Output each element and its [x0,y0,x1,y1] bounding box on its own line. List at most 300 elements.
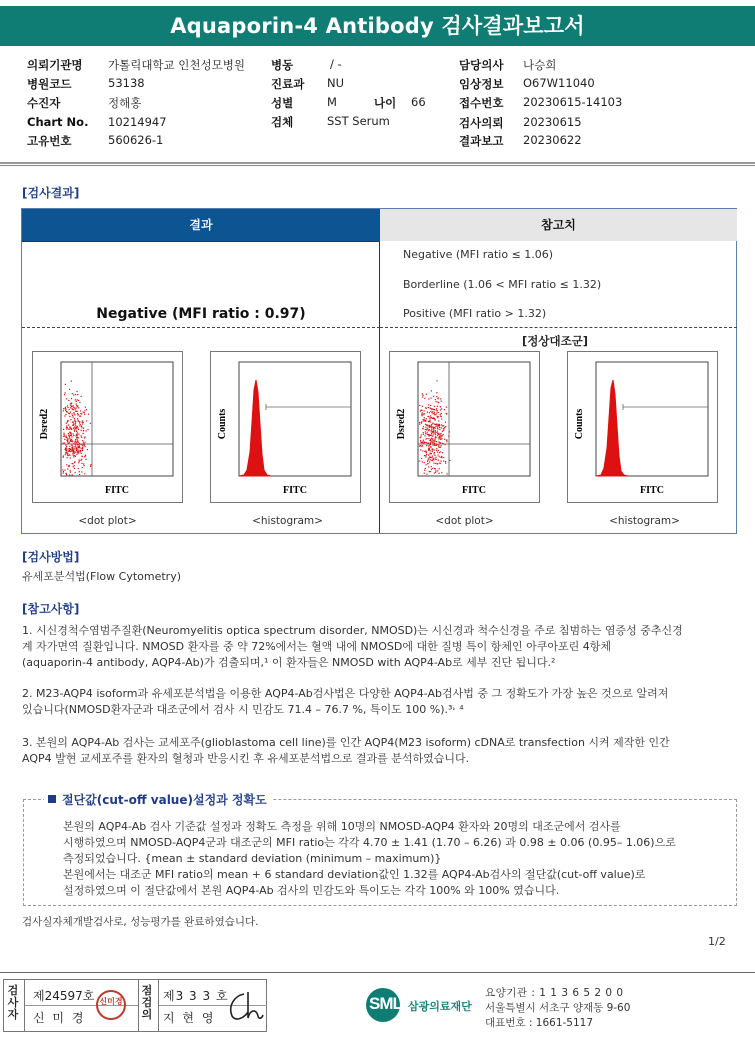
scatter-point [442,443,443,444]
checker-number: 제3 3 3 호 [163,989,229,1003]
scatter-point [440,398,441,399]
info-label: 담당의사 [459,58,504,72]
scatter-point [425,439,426,440]
scatter-point [428,455,429,456]
scatter-point [435,470,436,471]
scatter-point [430,417,431,418]
scatter-point [438,444,439,445]
info-label: 병원코드 [27,77,72,91]
scatter-point [425,433,426,434]
scatter-point [433,434,434,435]
scatter-point [74,465,75,466]
scatter-point [430,471,431,472]
note-line: 3. 본원의 AQP4-Ab 검사는 교세포주(glioblastoma cell line)를 인간 AQP4(M23 isoform) cDNA로 transfection 시켜 제작한 인간 [22,736,670,749]
scatter-point [431,466,432,467]
scatter-point [430,443,431,444]
scatter-point [69,409,70,410]
cutoff-text [63,819,723,899]
hist-ylabel: Counts [217,408,228,440]
histogram-patient [210,351,361,503]
scatter-point [82,445,83,446]
scatter-point [428,407,429,408]
scatter-point [65,449,66,450]
scatter-point [75,441,76,442]
scatter-point [73,435,74,436]
scatter-point [85,442,86,443]
scatter-point [72,446,73,447]
scatter-point [446,440,447,441]
scatter-point [430,457,431,458]
age-value: 66 [411,95,426,109]
scatter-point [438,446,439,447]
scatter-point [68,435,69,436]
scatter-point [426,445,427,446]
note-line: 계 자가면역 질환입니다. NMOSD 환자를 중 약 72%에서는 혈액 내에 NMOSD에 대한 질병 특이 항체인 아쿠아포린 4항체 [22,640,611,653]
scatter-point [66,428,67,429]
scatter-point [80,460,81,461]
scatter-point [421,423,422,424]
scatter-point [77,452,78,453]
section-method-title: [검사방법] [22,550,80,564]
scatter-point [440,406,441,407]
scatter-point [77,418,78,419]
scatter-point [69,416,70,417]
scatter-point [431,433,432,434]
scatter-point [78,462,79,463]
scatter-point [441,401,442,402]
cutoff-line: 측정되었습니다. {mean ± standard deviation (minimum – maximum)} [63,852,442,865]
scatter-point [74,429,75,430]
note-line: AQP4 발현 교세포주를 환자의 혈청과 반응시킨 후 유세포분석법으로 결과를 분석하였습니다. [22,752,470,765]
scatter-point [72,463,73,464]
scatter-point [431,430,432,431]
examiner-name: 신 미 경 [33,1011,86,1025]
divider [0,162,755,164]
scatter-point [73,416,74,417]
note-line: 1. 시신경척수염범주질환(Neuromyelitis optica spectrum disorder, NMOSD)는 시신경과 척수신경을 주로 침범하는 염증성 중추신경 [22,624,683,637]
scatter-point [74,418,75,419]
info-value: 10214947 [108,115,167,129]
scatter-point [67,441,68,442]
scatter-point [433,440,434,441]
scatter-point [437,398,438,399]
scatter-point [443,434,444,435]
scatter-point [77,426,78,427]
section-result-title: [검사결과] [22,186,80,200]
dot-plot-caption: <dot plot> [78,515,137,527]
scatter-point [438,433,439,434]
scatter-point [429,420,430,421]
scatter-point [436,413,437,414]
scatter-point [63,433,64,434]
scatter-point [419,422,420,423]
scatter-point [442,425,443,426]
result-header: 결과 [22,209,380,241]
scatter-point [443,461,444,462]
scatter-point [430,453,431,454]
scatter-point [434,412,435,413]
scatter-point [75,439,76,440]
scatter-point [439,452,440,453]
scatter-point [434,443,435,444]
scatter-point [73,412,74,413]
scatter-point [441,472,442,473]
scatter-point [68,424,69,425]
scatter-point [75,421,76,422]
scatter-point [433,409,434,410]
scatter-point [438,450,439,451]
scatter-point [419,460,420,461]
scatter-point [63,408,64,409]
scatter-point [78,400,79,401]
histogram-caption: <histogram> [252,515,323,527]
scatter-point [81,459,82,460]
scatter-point [419,424,420,425]
dot-ylabel: Dsred2 [39,408,50,440]
scatter-point [437,416,438,417]
scatter-point [63,473,64,474]
scatter-point [77,440,78,441]
scatter-point [440,439,441,440]
scatter-point [77,444,78,445]
scatter-point [424,417,425,418]
scatter-point [431,412,432,413]
scatter-point [435,436,436,437]
scatter-point [64,415,65,416]
scatter-point [441,438,442,439]
scatter-point [427,460,428,461]
scatter-point [438,434,439,435]
scatter-point [423,414,424,415]
info-label: 검체 [271,115,294,129]
divider [0,165,755,166]
scatter-point [437,431,438,432]
scatter-point [71,435,72,436]
scatter-point [436,410,437,411]
scatter-point [426,452,427,453]
scatter-point [428,404,429,405]
scatter-point [67,405,68,406]
scatter-point [435,463,436,464]
scatter-point [76,435,77,436]
scatter-point [79,421,80,422]
scatter-point [71,413,72,414]
scatter-point [441,408,442,409]
scatter-point [70,451,71,452]
scatter-point [421,410,422,411]
scatter-point [76,454,77,455]
scatter-point [79,443,80,444]
scatter-point [438,454,439,455]
scatter-point [439,473,440,474]
scatter-point [434,439,435,440]
scatter-point [63,410,64,411]
scatter-point [69,389,70,390]
info-label: 임상정보 [459,77,504,91]
scatter-point [66,474,67,475]
scatter-point [79,474,80,475]
scatter-point [433,441,434,442]
scatter-point [423,441,424,442]
scatter-point [78,444,79,445]
scatter-point [439,442,440,443]
cutoff-line: 본원에서는 대조군 MFI ratio의 mean + 6 standard deviation값인 1.32를 AQP4-Ab검사의 절단값(cut-off value)로 [63,868,646,881]
scatter-point [425,427,426,428]
scatter-point [76,434,77,435]
scatter-point [432,436,433,437]
scatter-point [75,394,76,395]
scatter-point [421,415,422,416]
seal-stamp [96,990,126,1020]
scatter-point [70,427,71,428]
scatter-point [79,422,80,423]
scatter-point [67,443,68,444]
scatter-point [73,407,74,408]
scatter-point [422,461,423,462]
scatter-point [429,449,430,450]
scatter-point [437,401,438,402]
scatter-point [441,445,442,446]
scatter-point [79,447,80,448]
scatter-point [430,435,431,436]
scatter-point [423,434,424,435]
scatter-point [81,427,82,428]
reference-borderline: Borderline (1.06 < MFI ratio ≤ 1.32) [403,278,602,291]
scatter-point [81,430,82,431]
dot-plot-patient-graphic [33,352,182,502]
scatter-point [446,413,447,414]
scatter-point [431,457,432,458]
scatter-point [430,411,431,412]
scatter-point [74,446,75,447]
dot-xlabel: FITC [462,485,486,496]
scatter-point [430,439,431,440]
age-label: 나이 [374,96,397,110]
scatter-point [439,463,440,464]
note-line: (aquaporin-4 antibody, AQP4-Ab)가 검출되며,¹ 이 환자들은 NMOSD with AQP4-Ab로 세부 진단 됩니다.² [22,656,556,669]
cutoff-line: 본원의 AQP4-Ab 검사 기준값 설정과 정확도 측정을 위해 10명의 NMOSD-AQP4 환자와 20명의 대조군에서 검사를 [63,820,621,833]
method-text: 유세포분석법(Flow Cytometry) [22,570,182,583]
scatter-point [74,421,75,422]
scatter-point [73,466,74,467]
scatter-point [446,441,447,442]
scatter-point [448,436,449,437]
info-value: 20230615-14103 [523,95,623,109]
scatter-point [72,415,73,416]
scatter-point [77,399,78,400]
scatter-point [66,425,67,426]
info-label: 진료과 [271,77,305,91]
scatter-point [422,414,423,415]
footer-divider [0,972,755,973]
scatter-point [83,442,84,443]
scatter-point [440,461,441,462]
scatter-point [435,434,436,435]
scatter-point [81,426,82,427]
scatter-point [445,463,446,464]
scatter-point [428,421,429,422]
scatter-point [76,447,77,448]
scatter-point [420,436,421,437]
scatter-point [67,440,68,441]
checker-label: 점검의 [141,984,153,1021]
hist-xlabel: FITC [640,485,664,496]
scatter-point [78,450,79,451]
scatter-point [70,455,71,456]
scatter-point [422,450,423,451]
scatter-point [85,459,86,460]
info-value: 53138 [108,76,145,90]
scatter-point [75,399,76,400]
scatter-point [421,442,422,443]
scatter-point [78,451,79,452]
scatter-point [78,415,79,416]
scatter-point [72,393,73,394]
info-label: 성별 [271,96,294,110]
scatter-point [435,457,436,458]
dot-ylabel: Dsred2 [396,408,407,440]
scatter-point [442,435,443,436]
scatter-point [449,460,450,461]
scatter-point [65,452,66,453]
scatter-point [76,403,77,404]
scatter-point [423,428,424,429]
scatter-point [425,407,426,408]
scatter-point [76,411,77,412]
scatter-point [435,441,436,442]
scatter-point [429,440,430,441]
scatter-point [424,435,425,436]
scatter-point [433,429,434,430]
scatter-point [69,448,70,449]
scatter-point [434,414,435,415]
scatter-point [440,414,441,415]
lab-phone: 대표번호 : 1661-5117 [485,1017,594,1029]
scatter-point [432,432,433,433]
scatter-point [432,449,433,450]
scatter-point [433,459,434,460]
scatter-point [435,433,436,434]
scatter-point [445,461,446,462]
scatter-point [434,406,435,407]
scatter-point [446,407,447,408]
scatter-point [71,428,72,429]
scatter-point [81,453,82,454]
scatter-point [428,442,429,443]
scatter-point [423,440,424,441]
scatter-point [76,427,77,428]
scatter-point [430,405,431,406]
scatter-point [72,451,73,452]
scatter-point [429,412,430,413]
cutoff-heading [44,791,273,808]
scatter-point [74,414,75,415]
scatter-point [71,381,72,382]
scatter-point [428,450,429,451]
scatter-point [72,474,73,475]
scatter-point [69,442,70,443]
scatter-point [432,423,433,424]
scatter-point [440,451,441,452]
scatter-point [84,465,85,466]
scatter-point [425,456,426,457]
scatter-point [436,432,437,433]
scatter-point [420,449,421,450]
scatter-point [426,418,427,419]
scatter-point [74,448,75,449]
scatter-point [78,442,79,443]
scatter-point [432,438,433,439]
scatter-point [441,413,442,414]
scatter-point [65,447,66,448]
info-label: 수진자 [27,96,61,110]
scatter-point [65,414,66,415]
scatter-point [63,429,64,430]
scatter-point [437,470,438,471]
scatter-point [425,455,426,456]
scatter-point [436,424,437,425]
scatter-point [432,439,433,440]
scatter-point [73,405,74,406]
scatter-point [76,431,77,432]
scatter-point [84,473,85,474]
scatter-point [81,437,82,438]
lab-logo [366,988,476,1024]
scatter-point [86,409,87,410]
scatter-point [444,409,445,410]
scatter-point [78,420,79,421]
scatter-point [67,448,68,449]
scatter-point [425,464,426,465]
scatter-point [87,449,88,450]
scatter-point [73,409,74,410]
scatter-point [72,448,73,449]
result-value: Negative (MFI ratio : 0.97) [96,306,306,322]
scatter-point [432,442,433,443]
scatter-point [432,456,433,457]
scatter-point [70,407,71,408]
scatter-point [441,427,442,428]
scatter-point [431,429,432,430]
scatter-point [427,412,428,413]
scatter-point [431,453,432,454]
scatter-point [78,429,79,430]
scatter-point [79,416,80,417]
scatter-point [433,453,434,454]
info-value: NU [327,76,345,90]
scatter-point [71,439,72,440]
scatter-point [75,428,76,429]
scatter-point [434,420,435,421]
scatter-point [424,413,425,414]
scatter-point [443,457,444,458]
scatter-point [424,398,425,399]
scatter-point [82,420,83,421]
validation-note: 검사실자체개발검사로, 성능평가를 완료하였습니다. [22,916,259,928]
scatter-point [75,452,76,453]
scatter-point [430,415,431,416]
scatter-point [428,446,429,447]
scatter-point [68,420,69,421]
scatter-point [433,413,434,414]
control-label: [정상대조군] [522,334,589,348]
scatter-point [431,431,432,432]
scatter-point [82,422,83,423]
scatter-point [424,462,425,463]
scatter-point [436,445,437,446]
scatter-point [438,460,439,461]
info-row [27,57,83,73]
